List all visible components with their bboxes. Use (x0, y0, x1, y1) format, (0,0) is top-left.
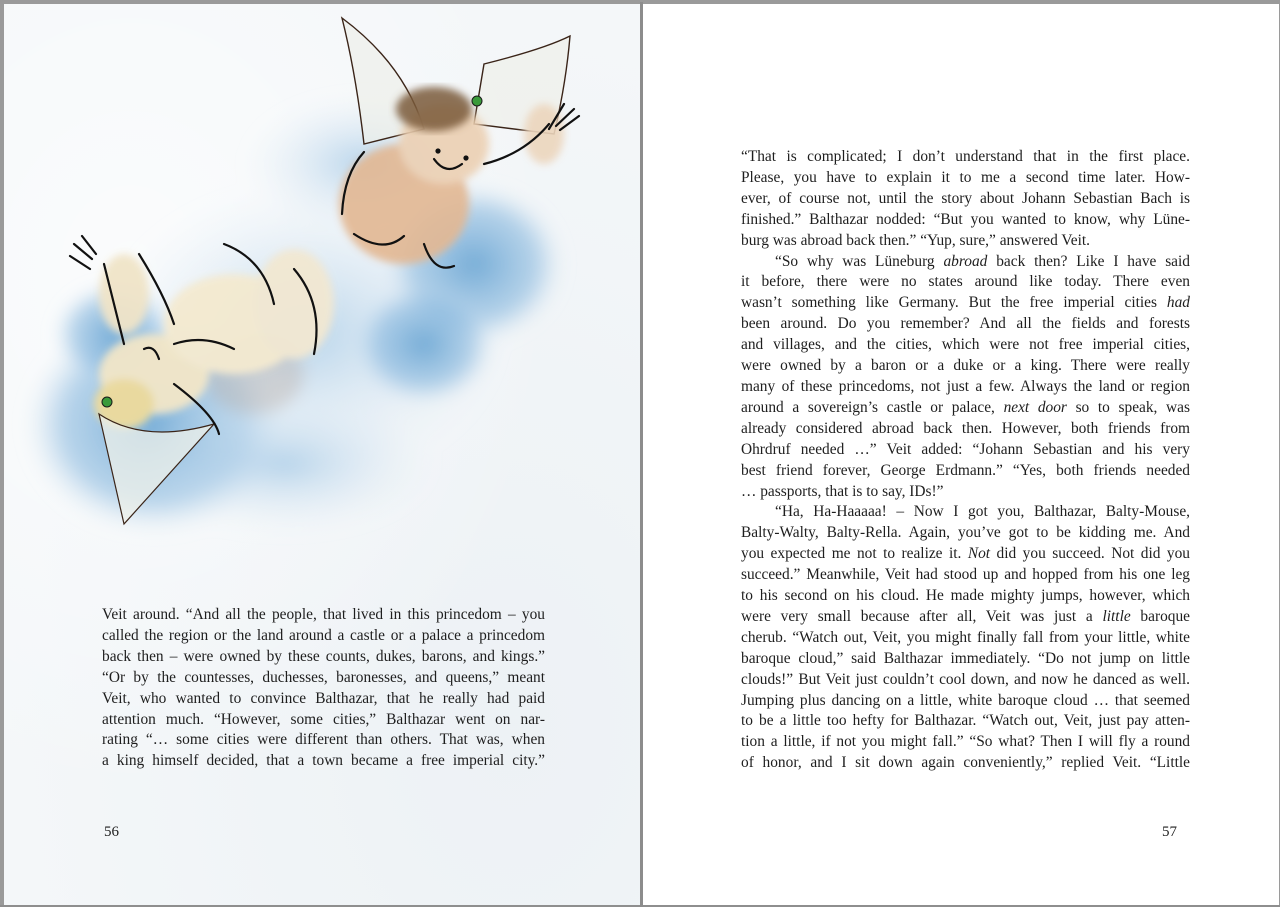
text-line: finished.” Balthazar nodded: “But you wanted to know, why Lüne- (741, 210, 1190, 228)
emphasis: next door (1003, 398, 1067, 416)
text-line: it before, there were no states around like today. There even (741, 273, 1190, 291)
text-line: Balty-Walty, Balty-Rella. Again, you’ve got to be kidding me. And (741, 524, 1190, 542)
text-line: clouds!” But Veit just couldn’t cool down, and now he danced as well. (741, 670, 1190, 688)
text-line: back then – were owned by these counts, dukes, barons, and kings.” (102, 647, 545, 665)
text-line: many of these princedoms, not just a few. Always the land or region (741, 377, 1190, 395)
text-line: and villages, and the cities, which were not free imperial cities, (741, 336, 1190, 354)
right-page (643, 4, 1279, 905)
text-line: … passports, that is to say, IDs!” (741, 482, 944, 500)
text-line: “So why was Lüneburg abroad back then? Like I have said (775, 252, 1190, 270)
watercolor-cherubs-image (4, 4, 640, 584)
left-page-body-text (102, 605, 545, 772)
left-page (4, 4, 640, 905)
text-line: to be a little too hefty for Balthazar. “Watch out, Veit, just pay atten- (741, 712, 1190, 730)
text-line: already considered abroad back then. However, both friends from (741, 419, 1190, 437)
text-line: Ohrdruf needed …” Veit added: “Johann Sebastian and his very (741, 440, 1190, 458)
text-line: baroque cloud,” said Balthazar immediately. “Do not jump on little (741, 649, 1190, 667)
emphasis: abroad (943, 252, 988, 270)
text-line: Veit, who wanted to convince Balthazar, that he really had paid (102, 689, 545, 707)
text-line: tion a little, if not you might fall.” “So what? Then I will fly a round (741, 733, 1190, 751)
emphasis: little (1102, 607, 1131, 625)
text-line: ever, of course not, until the story about Johann Sebastian Bach is (741, 189, 1190, 207)
right-page-body-text (741, 147, 1190, 774)
cherubs-illustration (4, 4, 640, 584)
text-line: attention much. “However, some cities,” Balthazar went on nar- (102, 710, 545, 728)
text-line: best friend forever, George Erdmann.” “Yes, both friends needed (741, 461, 1190, 479)
emphasis: had (1166, 294, 1190, 312)
page-number-left: 56 (104, 824, 119, 840)
text-line: succeed.” Meanwhile, Veit had stood up and hopped from his one leg (741, 566, 1190, 584)
text-line: called the region or the land around a castle or a palace a princedom (102, 626, 545, 644)
text-line: you expected me not to realize it. Not did you succeed. Not did you (741, 545, 1190, 563)
text-line: burg was abroad back then.” “Yup, sure,” answered Veit. (741, 231, 1091, 249)
text-line: been around. Do you remember? And all the fields and forests (741, 315, 1190, 333)
text-line: “Or by the countesses, duchesses, baronesses, and queens,” meant (102, 668, 545, 686)
text-line: “Ha, Ha-Haaaaa! – Now I got you, Balthazar, Balty-Mouse, (775, 503, 1190, 521)
text-line: were very small because after all, Veit was just a little baroque (741, 607, 1190, 625)
text-line: to his second on his cloud. He made mighty jumps, however, which (741, 587, 1190, 605)
text-line: of honor, and I sit down again conveniently,” replied Veit. “Little (741, 754, 1190, 772)
text-line: a king himself decided, that a town became a free imperial city.” (102, 752, 545, 770)
text-line: were owned by a baron or a duke or a king. There were really (741, 357, 1190, 375)
text-line: Veit around. “And all the people, that lived in this princedom – you (102, 606, 545, 623)
text-line: Jumping plus dancing on a little, white baroque cloud … that seemed (741, 691, 1190, 709)
emphasis: Not (967, 545, 991, 563)
text-line: Please, you have to explain it to me a second time later. How- (741, 168, 1190, 186)
text-line: wasn’t something like Germany. But the free imperial cities had (741, 294, 1190, 312)
page-number-right: 57 (1162, 824, 1177, 840)
text-line: cherub. “Watch out, Veit, you might finally fall from your little, white (741, 628, 1190, 646)
text-line: “That is complicated; I don’t understand that in the first place. (741, 148, 1190, 165)
text-line: around a sovereign’s castle or palace, next door so to speak, was (741, 398, 1190, 416)
text-line: rating “… some cities were different than others. That was, when (102, 731, 545, 749)
